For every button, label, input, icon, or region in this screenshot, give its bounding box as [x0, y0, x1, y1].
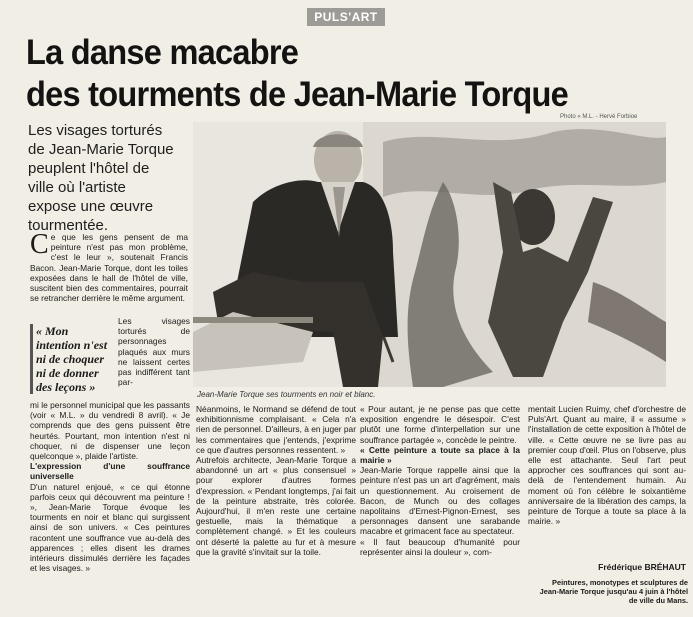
col3-subhead: « Cette peinture a toute sa place à la mairie » — [360, 444, 520, 466]
section-rubric: PULS'ART — [307, 8, 385, 26]
column-2 — [196, 404, 356, 557]
column-3 — [360, 404, 520, 557]
photo-credit: Photo « M.L. - Hervé Forbioe — [560, 114, 638, 120]
col1-subhead: L'expression d'une souffrance universelle — [30, 461, 190, 482]
column-1-bottom — [30, 400, 190, 573]
column-1-top — [30, 229, 188, 304]
headline-line-2: des tourments de Jean-Marie Torque — [26, 75, 569, 114]
column-4 — [528, 404, 686, 526]
col2-paragraph-2: Autrefois architecte, Jean-Marie Torque a abandonné un art « plus consensuel » pour explorer d'autres formes d'expression. « Pendant longtemps, j'ai fait de la peinture abstraite, très colorée. Aujourd'hui, il m'en reste une certaine gestuelle, mais la thématique a complètement changé. » Et les couleurs ont déserté la palette au fur et à mesure que la gravité s'invitait sur la toile. — [196, 455, 356, 557]
col2-paragraph-1: Néanmoins, le Normand se défend de tout exhibitionnisme complaisant. « Cela n'a rien de personnel. D'ailleurs, à en juger par les commentaires que j'entends, j'exprime ce que d'autres personnes ressentent. » — [196, 404, 356, 455]
headline-line-1: La danse macabre — [26, 33, 299, 72]
photo-caption: Jean-Marie Torque ses tourments en noir et blanc. — [197, 390, 376, 399]
col1-paragraph-1: e que les gens pensent de ma peinture n'est pas mon problème, c'est le leur », soutenait Francis Bacon. Jean-Marie Torque, dont les toiles exposées dans le hall de l'hôtel de ville, suscitent bien des commentaires, pourrait se retrancher derrière le même argument. — [30, 232, 188, 304]
col4-paragraph-1: mentait Lucien Ruimy, chef d'orchestre de Puls'Art. Quant au maire, il « assume » l'installation de cette exposition à l'hôtel de ville. « Cette œuvre ne se livre pas au premier coup d'œil. Plus on l'observe, plus elle est attachante. Seul l'art peut approcher ces souffrances qui sont au-delà de l'entendement humain. Au moment où l'on célèbre le soixantième anniversaire de la libération des camps, la peinture de Torque a toute sa place à la mairie. » — [528, 404, 686, 527]
col3-paragraph-1: « Pour autant, je ne pense pas que cette exposition engendre le désespoir. C'est plutôt une forme d'interpellation sur une souffrance partagée », concède le peintre. — [360, 404, 520, 445]
col3-paragraph-2: Jean-Marie Torque rappelle ainsi que la peinture n'est pas un art d'agrément, mais un questionnement. Au croisement de Bacon, de Munch ou des collages napolitains d'Ernest-Pignon-Ernest, ses personnages dansent une sarabande macabre et grimacent face au spectateur. — [360, 465, 520, 537]
col1-narrow-text: Les visages torturés de personnages plaqués aux murs ne laissent certes pas indifférent tant par- — [118, 316, 190, 388]
lede-paragraph: Les visages torturés de Jean-Marie Torque peuplent l'hôtel de ville où l'artiste expose une œuvre tourmentée. — [28, 122, 174, 234]
article-photo — [193, 122, 666, 387]
drop-cap: C — [30, 229, 49, 260]
col1-paragraph-2: mi le personnel municipal que les passants (voir « M.L. » du vendredi 8 avril). « Je comprends que des gens puissent être heurtés. Pourtant, mon intention n'est ni choquer, ni de dispenser une leçon quelconque », plaide l'artiste. — [30, 400, 190, 462]
col1-paragraph-3: D'un naturel enjoué, « ce qui étonne parfois ceux qui découvrent ma peinture ! », Jean-Marie Torque évoque les tourments en noir et blanc qui surgissent ainsi de son univers. « Ces peintures racontent une souffrance vue au-delà des apparences ; elles disent les drames intérieurs dissimulés derrière les façades et les visages. » — [30, 481, 190, 574]
headline — [26, 32, 631, 116]
exhibition-info: Peintures, monotypes et sculptures de Jean-Marie Torque jusqu'au 4 juin à l'hôtel de ville du Mans. — [539, 578, 688, 605]
pull-quote: « Mon intention n'est ni de choquer ni de donner des leçons » — [30, 324, 108, 394]
author-signature: Frédérique BRÉHAUT — [598, 562, 686, 572]
col3-paragraph-3: « Il faut beaucoup d'humanité pour représenter ainsi la douleur », com- — [360, 536, 520, 557]
